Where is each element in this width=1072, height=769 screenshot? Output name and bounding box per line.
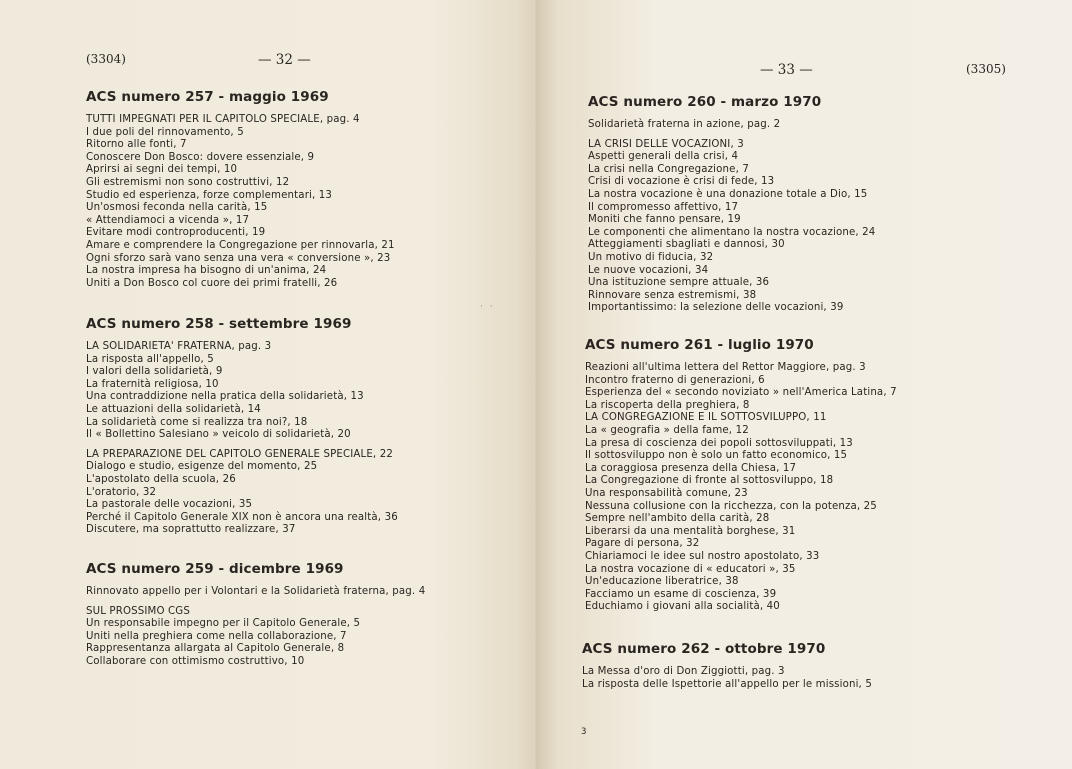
toc-entry: SUL PROSSIMO CGS — [86, 605, 190, 617]
toc-entry: Crisi di vocazione è crisi di fede, 13 — [588, 176, 775, 188]
toc-entry: Dialogo e studio, esigenze del momento, 25 — [86, 461, 318, 473]
toc-entry: I valori della solidarietà, 9 — [86, 366, 223, 378]
toc-entry: Ritorno alle fonti, 7 — [86, 139, 187, 151]
toc-entry: Un'osmosi feconda nella carità, 15 — [86, 202, 268, 214]
toc-entry: Le attuazioni della solidarietà, 14 — [86, 403, 261, 415]
ink-smudge: · · — [480, 302, 495, 312]
section-acs-259 — [86, 561, 425, 676]
toc-entry: Aprirsi ai segni dei tempi, 10 — [86, 164, 238, 176]
entry-group — [86, 606, 425, 669]
entry-group — [585, 362, 897, 614]
toc-entry: Il « Bollettino Salesiano » veicolo di solidarietà, 20 — [86, 429, 351, 441]
entry-group — [588, 119, 875, 132]
toc-entry: LA CONGREGAZIONE E IL SOTTOSVILUPPO, 11 — [585, 412, 827, 424]
toc-entry: Il sottosviluppo non è solo un fatto economico, 15 — [585, 450, 848, 462]
toc-entry: Liberarsi da una mentalità borghese, 31 — [585, 525, 796, 537]
toc-entry: Pagare di persona, 32 — [585, 538, 700, 550]
toc-entry: Una istituzione sempre attuale, 36 — [588, 277, 770, 289]
toc-entry: Reazioni all'ultima lettera del Rettor Maggiore, pag. 3 — [585, 362, 866, 373]
toc-entry: La risposta delle Ispettorie all'appello per le missioni, 5 — [582, 678, 872, 690]
toc-entry: Atteggiamenti sbagliati e dannosi, 30 — [588, 239, 785, 251]
toc-entry: La Messa d'oro di Don Ziggiotti, pag. 3 — [582, 666, 785, 677]
section-title: ACS numero 262 - ottobre 1970 — [582, 641, 826, 657]
entry-group — [588, 139, 875, 315]
toc-entry: Educhiamo i giovani alla socialità, 40 — [585, 601, 780, 613]
toc-entry: Una contraddizione nella pratica della solidarietà, 13 — [86, 391, 364, 403]
left-page-number: — 32 — — [258, 52, 311, 68]
toc-entry: Incontro fraterno di generazioni, 6 — [585, 374, 765, 386]
toc-entry: Rinnovato appello per i Volontari e la Solidarietà fraterna, pag. 4 — [86, 586, 426, 597]
toc-entry: Ogni sforzo sarà vano senza una vera « conversione », 23 — [86, 252, 391, 264]
section-title: ACS numero 257 - maggio 1969 — [86, 89, 329, 105]
toc-entry: Rinnovare senza estremismi, 38 — [588, 289, 757, 301]
toc-entry: Le componenti che alimentano la nostra vocazione, 24 — [588, 226, 876, 238]
section-acs-260 — [588, 94, 875, 322]
toc-entry: La risposta all'appello, 5 — [86, 353, 214, 365]
left-page-code: (3304) — [86, 52, 126, 66]
toc-entry: LA CRISI DELLE VOCAZIONI, 3 — [588, 138, 744, 150]
toc-entry: La presa di coscienza dei popoli sottosviluppati, 13 — [585, 437, 853, 449]
toc-entry: Solidarietà fraterna in azione, pag. 2 — [588, 119, 781, 130]
toc-entry: Importantissimo: la selezione delle vocazioni, 39 — [588, 302, 844, 314]
toc-entry: La solidarietà come si realizza tra noi?, 18 — [86, 416, 308, 428]
toc-entry: La coraggiosa presenza della Chiesa, 17 — [585, 462, 797, 474]
toc-entry: Un motivo di fiducia, 32 — [588, 251, 714, 263]
entry-group — [86, 341, 398, 442]
toc-entry: Amare e comprendere la Congregazione per rinnovarla, 21 — [86, 239, 395, 251]
toc-entry: Rappresentanza allargata al Capitolo Generale, 8 — [86, 643, 345, 655]
toc-entry: Il compromesso affettivo, 17 — [588, 201, 739, 213]
toc-entry: Un'educazione liberatrice, 38 — [585, 576, 739, 588]
toc-entry: Perché il Capitolo Generale XIX non è ancora una realtà, 36 — [86, 511, 398, 523]
footer-number: 3 — [581, 727, 587, 737]
toc-entry: Uniti a Don Bosco col cuore dei primi fratelli, 26 — [86, 277, 338, 289]
toc-entry: L'oratorio, 32 — [86, 486, 157, 498]
section-title: ACS numero 258 - settembre 1969 — [86, 316, 352, 332]
toc-entry: Discutere, ma soprattutto realizzare, 37 — [86, 524, 296, 536]
toc-entry: Aspetti generali della crisi, 4 — [588, 151, 739, 163]
toc-entry: La nostra impresa ha bisogno di un'anima, 24 — [86, 265, 327, 277]
entry-group — [86, 114, 395, 290]
toc-entry: Le nuove vocazioni, 34 — [588, 264, 709, 276]
toc-entry: Nessuna collusione con la ricchezza, con la potenza, 25 — [585, 500, 877, 512]
toc-entry: Moniti che fanno pensare, 19 — [588, 214, 741, 226]
toc-entry: Facciamo un esame di coscienza, 39 — [585, 588, 777, 600]
toc-entry: Sempre nell'ambito della carità, 28 — [585, 513, 770, 525]
toc-entry: Gli estremismi non sono costruttivi, 12 — [86, 176, 290, 188]
toc-entry: Chiariamoci le idee sul nostro apostolato, 33 — [585, 550, 820, 562]
toc-entry: Una responsabilità comune, 23 — [585, 487, 748, 499]
section-acs-261 — [585, 337, 897, 621]
toc-entry: I due poli del rinnovamento, 5 — [86, 126, 244, 138]
toc-entry: Studio ed esperienza, forze complementari, 13 — [86, 189, 333, 201]
toc-entry: LA PREPARAZIONE DEL CAPITOLO GENERALE SPECIALE, 22 — [86, 448, 393, 460]
toc-entry: Esperienza del « secondo noviziato » nell'America Latina, 7 — [585, 387, 897, 399]
toc-entry: La Congregazione di fronte al sottosviluppo, 18 — [585, 475, 834, 487]
section-title: ACS numero 260 - marzo 1970 — [588, 94, 822, 110]
toc-entry: La crisi nella Congregazione, 7 — [588, 163, 749, 175]
toc-entry: La riscoperta della preghiera, 8 — [585, 399, 750, 411]
toc-entry: La pastorale delle vocazioni, 35 — [86, 499, 253, 511]
toc-entry: Evitare modi controproducenti, 19 — [86, 227, 266, 239]
toc-entry: Collaborare con ottimismo costruttivo, 10 — [86, 655, 305, 667]
entry-group — [582, 666, 872, 691]
toc-entry: Conoscere Don Bosco: dovere essenziale, 9 — [86, 151, 315, 163]
toc-entry: LA SOLIDARIETA' FRATERNA, pag. 3 — [86, 341, 272, 352]
section-title: ACS numero 261 - luglio 1970 — [585, 337, 814, 353]
section-acs-257 — [86, 89, 395, 297]
toc-entry: Un responsabile impegno per il Capitolo Generale, 5 — [86, 618, 361, 630]
right-page-code: (3305) — [966, 62, 1006, 76]
right-page-number: — 33 — — [760, 62, 813, 78]
section-acs-258 — [86, 316, 398, 544]
entry-group — [86, 586, 425, 599]
toc-entry: La nostra vocazione è una donazione totale a Dio, 15 — [588, 188, 868, 200]
toc-entry: L'apostolato della scuola, 26 — [86, 473, 236, 485]
toc-entry: La « geografia » della fame, 12 — [585, 424, 749, 436]
toc-entry: La nostra vocazione di « educatori », 35 — [585, 563, 796, 575]
toc-entry: « Attendiamoci a vicenda », 17 — [86, 214, 250, 226]
section-acs-262 — [582, 641, 872, 698]
right-page — [538, 0, 1072, 769]
toc-entry: TUTTI IMPEGNATI PER IL CAPITOLO SPECIALE, pag. 4 — [86, 114, 360, 125]
toc-entry: La fraternità religiosa, 10 — [86, 378, 219, 390]
section-title: ACS numero 259 - dicembre 1969 — [86, 561, 344, 577]
entry-group — [86, 449, 398, 537]
toc-entry: Uniti nella preghiera come nella collaborazione, 7 — [86, 630, 347, 642]
